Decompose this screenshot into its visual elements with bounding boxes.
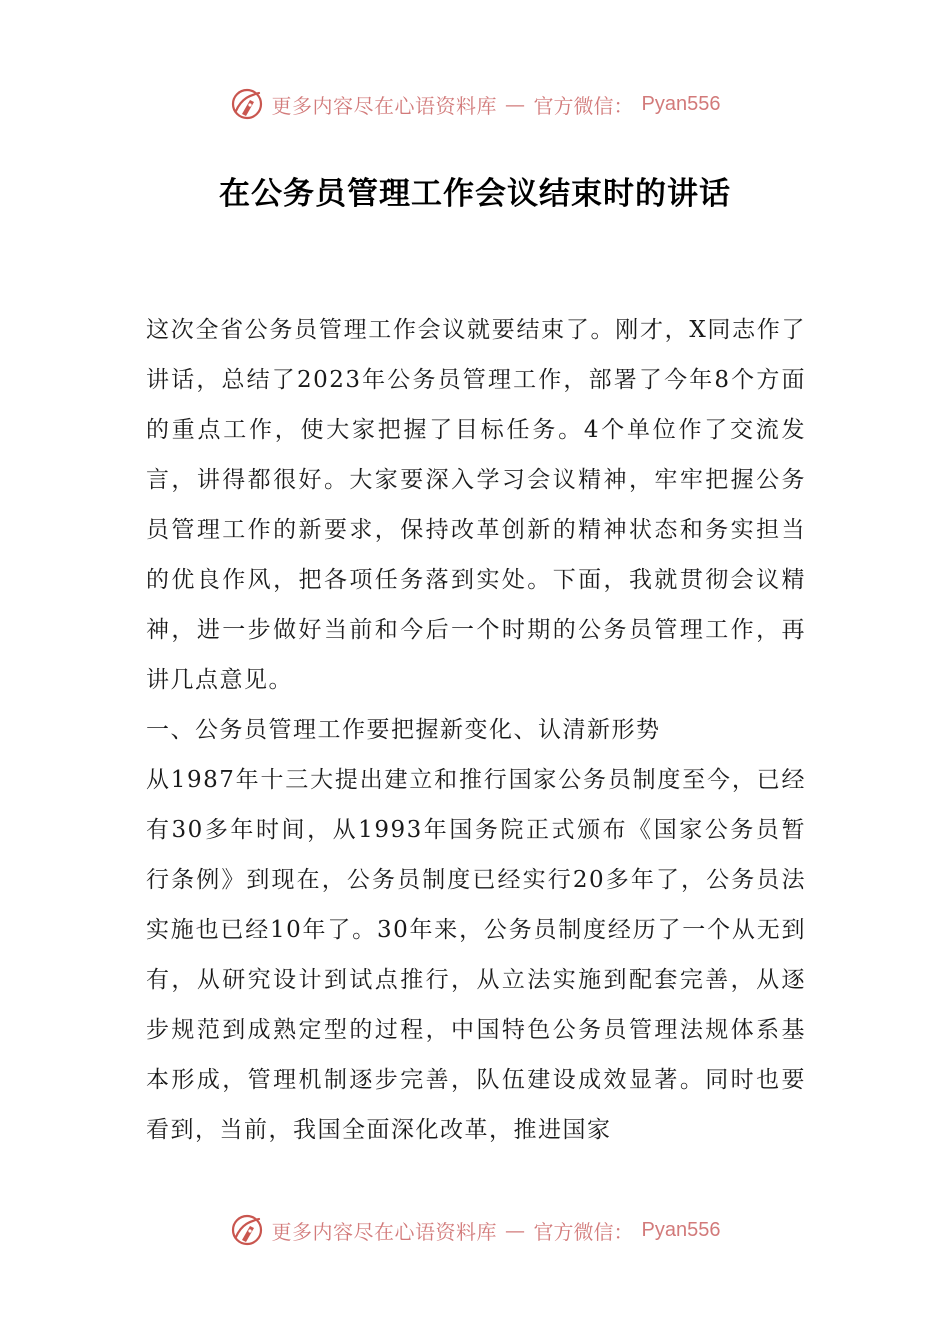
document-body (146, 305, 806, 1155)
document-title: 在公务员管理工作会议结束时的讲话 (219, 176, 731, 212)
banner-separator: — (505, 1218, 526, 1242)
banner-contact-label: 官方微信： (533, 93, 634, 118)
pen-nib-logo-icon (230, 1213, 264, 1247)
banner-separator: — (505, 92, 526, 116)
banner-handle: Pyan556 (641, 1218, 721, 1241)
footer-watermark-banner (0, 1210, 950, 1250)
section-heading: 一、公务员管理工作要把握新变化、认清新形势 (146, 717, 661, 743)
pen-nib-logo-icon (230, 87, 264, 121)
body-paragraph: 从1987年十三大提出建立和推行国家公务员制度至今，已经有30多年时间，从1993年国务院正式颁布《国家公务员暂行条例》到现在，公务员制度已经实行20多年了，公务员法实施也已经10年了。30年来，公务员制度经历了一个从无到有，从研究设计到试点推行，从立法实施到配套完善，从逐步规范到成熟定型的过程，中国特色公务员管理法规体系基本形成，管理机制逐步完善，队伍建设成效显著。同时也要看到，当前，我国全面深化改革，推进国家 (146, 767, 806, 1143)
banner-text: 更多内容尽在心语资料库 (271, 1219, 498, 1244)
banner-contact-label: 官方微信： (533, 1219, 634, 1244)
body-paragraph: 这次全省公务员管理工作会议就要结束了。刚才，X同志作了讲话，总结了2023年公务员管理工作，部署了今年8个方面的重点工作，使大家把握了目标任务。4个单位作了交流发言，讲得都很好。大家要深入学习会议精神，牢牢把握公务员管理工作的新要求，保持改革创新的精神状态和务实担当的优良作风，把各项任务落到实处。下面，我就贯彻会议精神，进一步做好当前和今后一个时期的公务员管理工作，再讲几点意见。 (146, 317, 806, 693)
header-watermark-banner (0, 84, 950, 124)
banner-text: 更多内容尽在心语资料库 (271, 93, 498, 118)
banner-handle: Pyan556 (641, 92, 721, 115)
